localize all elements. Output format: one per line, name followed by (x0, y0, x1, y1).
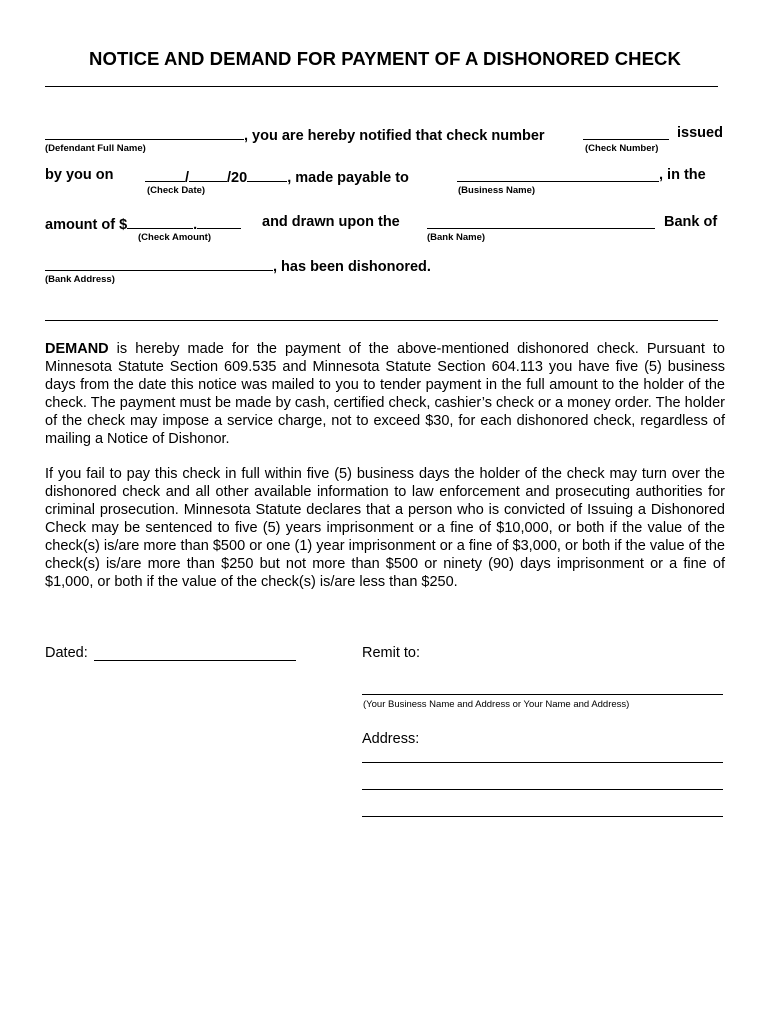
check-amount-dollars-field[interactable] (127, 214, 193, 229)
check-date-group (145, 167, 409, 186)
check-date-day-field[interactable] (189, 167, 227, 182)
remit-to-label: Remit to: (362, 645, 421, 661)
check-number-field[interactable] (583, 125, 669, 140)
penalty-paragraph: If you fail to pay this check in full within five (5) business days the holder of the check may turn over the dishonored check and all other available information to law enforcement and prosecuting authorities for criminal prosecution. Minnesota Statute declares that a person who is convicted of Issuing a Dishonored Check may be sentenced to five (5) years imprisonment or a fine of $10,000, or both if the value of the check(s) is/are more than $500 or one (1) year imprisonment or a fine of $3,000, or both if the value of the check(s) is/are more than $250 but not more than $500 or ninety (90) days imprisonment or a fine of $1,000, or both if the value of the check(s) is/are less than $250. (45, 466, 725, 590)
amount-decimal: . (193, 217, 198, 233)
demand-paragraph (45, 340, 725, 448)
row1-issued: issued (677, 125, 723, 141)
row2-in-the: , in the (659, 167, 706, 183)
row2-made-payable: , made payable to (287, 170, 409, 186)
row3-drawn-upon: and drawn upon the (262, 214, 400, 230)
check-amount-caption: (Check Amount) (138, 232, 212, 243)
defendant-name-field[interactable] (45, 125, 244, 140)
business-name-caption: (Business Name) (458, 185, 536, 196)
remit-to-caption: (Your Business Name and Address or Your Name and Address) (363, 699, 630, 710)
check-amount-group (45, 214, 241, 233)
date-slash: / (185, 170, 190, 186)
demand-body: is hereby made for the payment of the above-mentioned dishonored check. Pursuant to Minnesota Statute Section 609.535 and Minnesota Statute Section 604.113 you have five (5) business days from the date this notice was mailed to you to tender payment in the full amount to the holder of the check. The payment must be made by cash, certified check, cashier’s check or a money order. The holder of the check may impose a service charge, not to exceed $30, for each dishonored check, regardless of mailing a Notice of Dishonor. (45, 341, 725, 447)
address-label: Address: (362, 731, 420, 747)
demand-lead: DEMAND (45, 341, 109, 357)
address-line-2-field[interactable] (362, 789, 723, 790)
check-date-month-field[interactable] (145, 167, 185, 182)
address-line-3-field[interactable] (362, 816, 723, 817)
address-line-1-field[interactable] (362, 762, 723, 763)
row4-dishonored: , has been dishonored. (273, 259, 431, 275)
section-rule (45, 320, 718, 321)
form-row-1 (45, 125, 545, 144)
row3-bank-of: Bank of (664, 214, 718, 230)
defendant-name-caption: (Defendant Full Name) (45, 143, 146, 154)
business-name-field[interactable] (457, 167, 659, 182)
bank-address-field[interactable] (45, 256, 273, 271)
check-number-caption: (Check Number) (585, 143, 659, 154)
check-amount-cents-field[interactable] (197, 214, 241, 229)
check-date-caption: (Check Date) (147, 185, 206, 196)
date-year-prefix: /20 (227, 170, 248, 186)
bank-name-caption: (Bank Name) (427, 232, 486, 243)
form-row-4 (45, 256, 431, 275)
check-date-year-field[interactable] (247, 167, 287, 182)
remit-to-field[interactable] (362, 694, 723, 695)
dated-field[interactable] (94, 646, 296, 661)
row2-by-you-on: by you on (45, 167, 114, 183)
dated-label: Dated: (45, 645, 88, 661)
bank-name-field[interactable] (427, 214, 655, 229)
row3-amount-of: amount of $ (45, 217, 128, 233)
bank-address-caption: (Bank Address) (45, 274, 115, 285)
row1-text: , you are hereby notified that check number (244, 128, 545, 144)
title-rule (45, 86, 718, 87)
document-title: NOTICE AND DEMAND FOR PAYMENT OF A DISHONORED CHECK (89, 48, 681, 69)
